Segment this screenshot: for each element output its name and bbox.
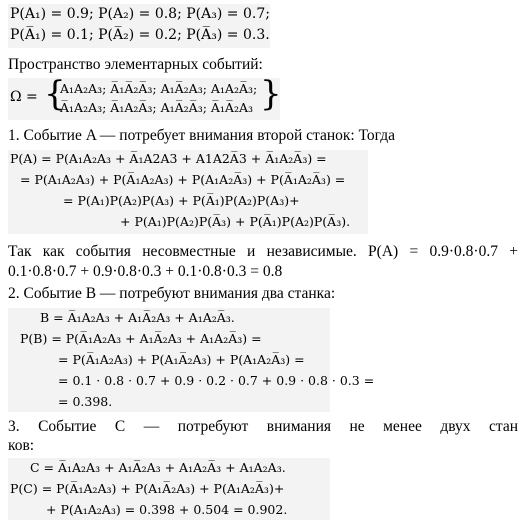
event-c-line-3: + P(A₁A₂A₃) = 0.398 + 0.504 = 0.902. bbox=[46, 502, 288, 517]
event-b-line-4: = 0.1 · 0.8 · 0.7 + 0.9 · 0.2 · 0.7 + 0.9 · 0.8 · 0.3 = bbox=[58, 373, 375, 388]
event-c-line-1: C = A̅₁A₂A₃ + A₁A̅₂A₃ + A₁A₂A̅₃ + A₁A₂A₃. bbox=[30, 460, 286, 475]
event-c-line-2: P(C) = P(A̅₁A₂A₃) + P(A₁A̅₂A₃) + P(A₁A₂A̅₃)+ bbox=[10, 481, 285, 496]
sample-space-row-2: A̅₁A₂A₃; A̅₁A₂A̅₃; A₁A̅₂A̅₃; A̅₁A̅₂A₃ bbox=[60, 100, 254, 115]
event-b-line-5: = 0.398. bbox=[58, 394, 113, 409]
event-a-line-2: = P(A₁A₂A₃) + P(A̅₁A₂A₃) + P(A₁A₂A̅₃) + P(A̅₁A₂A̅₃) = bbox=[20, 172, 346, 187]
event-a-derivation bbox=[8, 150, 368, 234]
event-b-line-3: = P(A̅₁A₂A₃) + P(A₁A̅₂A₃) + P(A₁A₂A̅₃) = bbox=[58, 352, 305, 367]
event-a-line-4: + P(A₁)P(A₂)P(A̅₃) + P(A̅₁)P(A₂)P(A̅₃). bbox=[120, 214, 351, 229]
probabilities-block bbox=[8, 4, 270, 48]
right-brace: } bbox=[260, 74, 282, 114]
event-a-text-1: Так как события несовместные и независимые. P(A) = 0.9·0.8·0.7 + bbox=[8, 243, 518, 260]
event-b-line-1: B = A̅₁A₂A₃ + A₁A̅₂A₃ + A₁A₂A̅₃. bbox=[40, 310, 235, 325]
event-a-text-2: 0.1·0.8·0.7 + 0.9·0.8·0.3 + 0.1·0.8·0.3 = 0.8 bbox=[8, 263, 283, 280]
left-brace: { bbox=[44, 74, 66, 114]
probabilities-row-2: P(A̅₁) = 0.1; P(A̅₂) = 0.2; P(A̅₃) = 0.3. bbox=[10, 27, 270, 43]
probabilities-row-1: P(A₁) = 0.9; P(A₂) = 0.8; P(A₃) = 0.7; bbox=[10, 6, 270, 22]
sample-space-heading: Пространство элементарных событий: bbox=[8, 56, 263, 73]
event-b-line-2: P(B) = P(A̅₁A₂A₃ + A₁A̅₂A₃ + A₁A₂A̅₃) = bbox=[20, 331, 262, 346]
event-a-line-3: = P(A₁)P(A₂)P(A₃) + P(A̅₁)P(A₂)P(A₃)+ bbox=[63, 193, 300, 208]
event-c-heading-2: ков: bbox=[8, 437, 35, 454]
event-a-line-1: P(A) = P(A₁A₂A₃ + A̅₁A2A3 + A1A2A̅3 + A̅₁A₂A̅₃) = bbox=[10, 151, 327, 166]
event-a-heading: 1. Событие A — потребует внимания второй станок: Тогда bbox=[8, 127, 395, 144]
event-b-heading: 2. Событие B — потребуют внимания два станка: bbox=[8, 285, 336, 302]
omega-label: Ω = bbox=[10, 89, 38, 105]
event-c-heading-1: 3. Событие C — потребуют внимания не менее двух стан bbox=[8, 418, 518, 435]
sample-space-formula bbox=[8, 74, 282, 120]
sample-space-row-1: A₁A₂A₃; A̅₁A̅₂A̅₃; A₁A̅₂A₃; A₁A₂A̅₃; bbox=[60, 81, 258, 96]
event-c-derivation bbox=[8, 458, 330, 520]
event-b-derivation bbox=[8, 308, 375, 412]
